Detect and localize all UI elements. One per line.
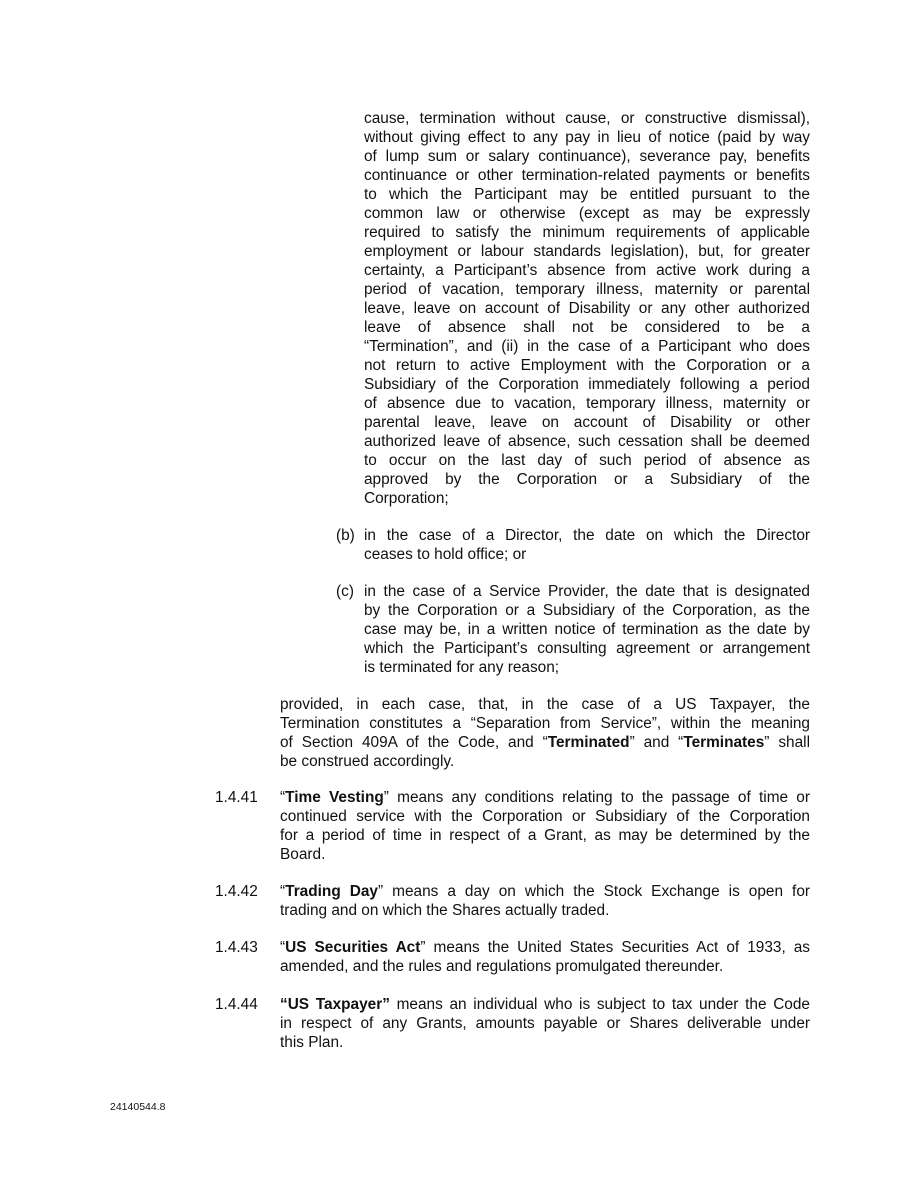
text-segment: continued service with the Corporation or Subsidiary of the Corporation [280,808,810,825]
text-segment: ” means any conditions relating to the passage of time or [383,789,810,806]
text-segment: leave of absence shall not be considered to be a [364,319,810,336]
clause-c [336,582,810,677]
text-line [280,826,810,845]
text-line [280,752,810,771]
termination-definition-continued [364,109,810,508]
clause-number: 1.4.44 [215,996,258,1013]
text-line [364,451,810,470]
text-line [364,601,810,620]
text-line [364,470,810,489]
document-id-footer: 24140544.8 [110,1101,166,1113]
text-segment: means an individual who is subject to tax under the Code [389,996,810,1013]
proviso-paragraph [280,695,810,771]
text-line [280,714,810,733]
text-segment: authorized leave of absence, such cessation shall be deemed [364,433,810,450]
text-segment: be construed accordingly. [280,753,455,770]
text-segment: in respect of any Grants, amounts payable or Shares deliverable under [280,1015,810,1032]
text-line [364,432,810,451]
text-segment: ” means the United States Securities Act of 1933, as [420,939,810,956]
clause-number: (b) [336,527,355,544]
text-line [364,280,810,299]
text-line [364,109,810,128]
text-line [364,375,810,394]
text-segment: period of vacation, temporary illness, maternity or parental [364,281,810,298]
text-line [364,223,810,242]
section-1-4-42 [215,882,810,920]
text-segment: for a period of time in respect of a Grant, as may be determined by the [280,827,810,844]
text-segment: of Section 409A of the Code, and “ [280,734,548,751]
text-segment: to which the Participant may be entitled pursuant to the [364,186,810,203]
text-line [364,261,810,280]
clause-number: (c) [336,583,354,600]
text-segment: required to satisfy the minimum requirements of applicable [364,224,810,241]
text-segment: certainty, a Participant’s absence from active work during a [364,262,810,279]
text-line [280,995,810,1014]
text-line [364,299,810,318]
text-segment: Subsidiary of the Corporation immediately following a period [364,376,810,393]
defined-term: Terminates [683,734,765,751]
text-line [364,128,810,147]
text-line [364,489,810,508]
text-segment: approved by the Corporation or a Subsidiary of the [364,471,810,488]
text-segment: Board. [280,846,326,863]
text-line [364,413,810,432]
text-line [364,204,810,223]
text-segment: ” shall [764,734,810,751]
text-line [280,695,810,714]
text-line [364,356,810,375]
text-line [280,957,810,976]
text-segment: leave, leave on account of Disability or any other authorized [364,300,810,317]
text-segment: cause, termination without cause, or constructive dismissal), [364,110,810,127]
text-line [364,545,810,564]
defined-term: Trading Day [285,883,378,900]
text-line [364,526,810,545]
text-line [280,733,810,752]
text-segment: to occur on the last day of such period of absence as [364,452,810,469]
text-segment: ceases to hold office; or [364,546,527,563]
text-line [280,938,810,957]
text-segment: continuance or other termination-related payments or benefits [364,167,810,184]
text-segment: not return to active Employment with the Corporation or a [364,357,810,374]
text-segment: Corporation; [364,490,449,507]
text-segment: “Termination”, and (ii) in the case of a Participant who does [364,338,810,355]
text-line [364,658,810,677]
text-segment: ” means a day on which the Stock Exchange is open for [377,883,810,900]
text-segment: “ [280,883,286,900]
clause-number: 1.4.43 [215,939,258,956]
text-segment: parental leave, leave on account of Disability or other [364,414,810,431]
defined-term: Terminated [547,734,630,751]
text-line [364,147,810,166]
text-segment: this Plan. [280,1034,344,1051]
text-segment: of absence due to vacation, temporary illness, maternity or [364,395,810,412]
text-segment: common law or otherwise (except as may be expressly [364,205,810,222]
text-line [280,901,810,920]
clause-b [336,526,810,564]
text-segment: case may be, in a written notice of termination as the date by [364,621,810,638]
text-segment: in the case of a Service Provider, the date that is designated [364,583,810,600]
text-segment: which the Participant’s consulting agreement or arrangement [364,640,810,657]
text-segment: provided, in each case, that, in the case of a US Taxpayer, the [280,696,810,713]
text-line [280,845,810,864]
section-1-4-43 [215,938,810,976]
text-segment: without giving effect to any pay in lieu of notice (paid by way [364,129,810,146]
text-line [280,807,810,826]
text-line [364,639,810,658]
text-line [364,394,810,413]
section-1-4-41 [215,788,810,864]
text-line [364,166,810,185]
text-line [364,337,810,356]
text-line [280,1014,810,1033]
text-line [364,318,810,337]
text-segment: by the Corporation or a Subsidiary of the Corporation, as the [364,602,810,619]
clause-number: 1.4.41 [215,789,258,806]
defined-term: US Securities Act [285,939,421,956]
text-segment: “ [280,789,286,806]
text-segment: in the case of a Director, the date on which the Director [364,527,810,544]
text-line [280,882,810,901]
text-line [364,582,810,601]
text-line [280,788,810,807]
text-line [280,1033,810,1052]
text-segment: is terminated for any reason; [364,659,560,676]
text-segment: ” and “ [629,734,684,751]
text-line [364,620,810,639]
text-line [364,185,810,204]
defined-term: Time Vesting [285,789,384,806]
text-segment: “ [280,939,286,956]
text-segment: Termination constitutes a “Separation from Service”, within the meaning [280,715,810,732]
defined-term: “US Taxpayer” [280,996,390,1013]
text-line [364,242,810,261]
text-segment: of lump sum or salary continuance), severance pay, benefits [364,148,810,165]
text-segment: trading and on which the Shares actually traded. [280,902,610,919]
text-segment: employment or labour standards legislation), but, for greater [364,243,810,260]
section-1-4-44 [215,995,810,1052]
clause-number: 1.4.42 [215,883,258,900]
text-segment: amended, and the rules and regulations promulgated thereunder. [280,958,724,975]
